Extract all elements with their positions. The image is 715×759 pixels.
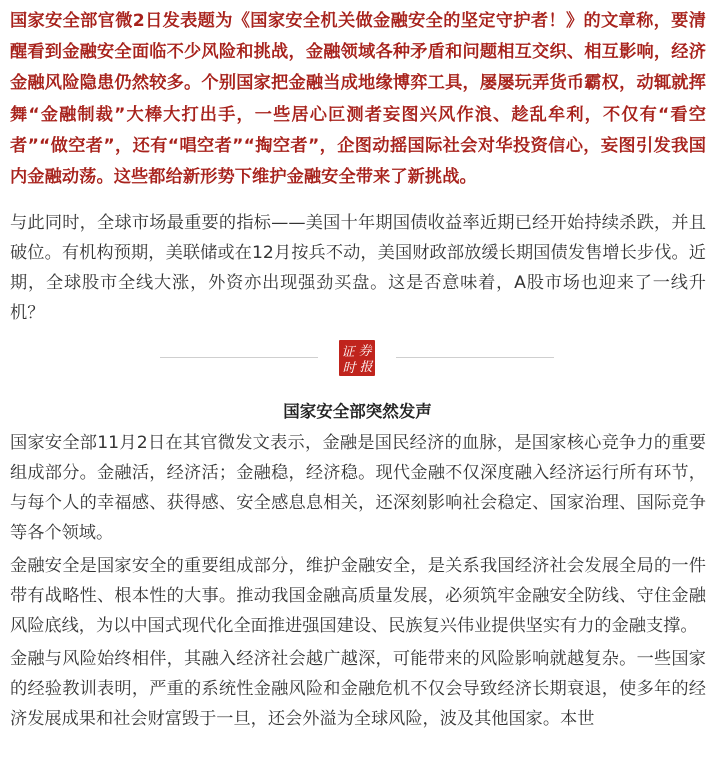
logo-glyph-1: 证 <box>341 345 355 360</box>
securities-times-logo-icon <box>339 340 375 376</box>
logo-glyph-3: 时 <box>342 361 356 376</box>
logo-glyph-2: 券 <box>358 344 372 359</box>
intro-paragraph: 与此同时，全球市场最重要的指标——美国十年期国债收益率近期已经开始持续杀跌，并且破位。有机构预期，美联储或在12月按兵不动，美国财政部放缓长期国债发售增长步伐。近期，全球股市全线大涨，外资亦出现强劲买盘。这是否意味着，A股市场也迎来了一线升机？ <box>10 213 706 323</box>
divider-line-left <box>160 357 318 358</box>
divider-line-right <box>396 357 554 358</box>
logo-glyph-4: 报 <box>359 360 373 375</box>
lead-paragraph: 国家安全部官微2日发表题为《国家安全机关做金融安全的坚定守护者！》的文章称，要清醒看到金融安全面临不少风险和挑战，金融领域各种矛盾和问题相互交织、相互影响，经济金融风险隐患仍然较多。个别国家把金融当成地缘博弈工具，屡屡玩弄货币霸权，动辄就挥舞“金融制裁”大棒大打出手，一些居心叵测者妄图兴风作浪、趁乱牟利，不仅有“看空者”“做空者”，还有“唱空者”“掏空者”，企图动摇国际社会对华投资信心，妄图引发我国内金融动荡。这些都给新形势下维护金融安全带来了新挑战。 <box>10 11 706 188</box>
section-paragraph: 金融与风险始终相伴，其融入经济社会越广越深，可能带来的风险影响就越复杂。一些国家的经验教训表明，严重的系统性金融风险和金融危机不仅会导致经济长期衰退，使多年的经济发展成果和社会财富毁于一旦，还会外溢为全球风险，波及其他国家。本世 <box>10 649 706 729</box>
section-title: 国家安全部突然发声 <box>283 402 432 421</box>
section-paragraph: 金融安全是国家安全的重要组成部分，维护金融安全，是关系我国经济社会发展全局的一件带有战略性、根本性的大事。推动我国金融高质量发展，必须筑牢金融安全防线、守住金融风险底线，为以中国式现代化全面推进强国建设、民族复兴伟业提供坚实有力的金融支撑。 <box>10 556 706 636</box>
section-divider <box>0 340 715 376</box>
section-paragraph: 国家安全部11月2日在其官微发文表示，金融是国民经济的血脉，是国家核心竞争力的重要组成部分。金融活，经济活；金融稳，经济稳。现代金融不仅深度融入经济运行所有环节，与每个人的幸福感、获得感、安全感息息相关，还深刻影响社会稳定、国家治理、国际竞争等各个领域。 <box>10 433 706 543</box>
section-body <box>10 428 706 737</box>
